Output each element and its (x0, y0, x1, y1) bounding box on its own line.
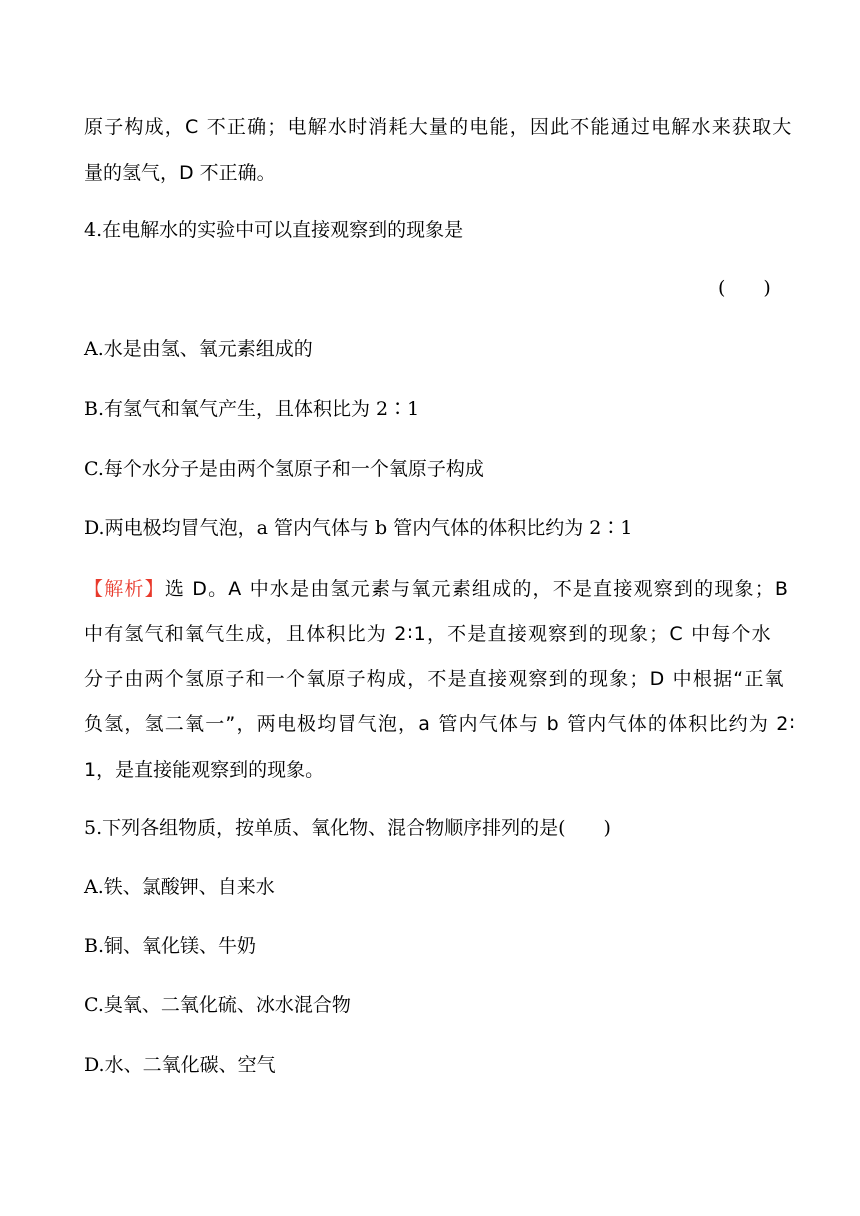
question-4-option-d: D.两电极均冒气泡，a 管内气体与 b 管内气体的体积比约为 2∶1 (84, 517, 633, 539)
question-4-option-a: A.水是由氢、氧元素组成的 (84, 338, 313, 360)
analysis-line-1-text: 选 D。A 中水是由氢元素与氧元素组成的，不是直接观察到的现象；B (164, 578, 790, 600)
analysis-line-3: 分子由两个氢原子和一个氧原子构成，不是直接观察到的现象；D 中根据“正氧 (84, 668, 785, 690)
question-5-stem: 5.下列各组物质，按单质、氧化物、混合物顺序排列的是( ) (84, 817, 611, 839)
question-4-option-c: C.每个水分子是由两个氢原子和一个氧原子构成 (84, 458, 484, 480)
analysis-line-5: 1，是直接能观察到的现象。 (84, 759, 325, 781)
question-5-option-a: A.铁、氯酸钾、自来水 (84, 876, 275, 898)
analysis-tag: 【解析】 (84, 578, 165, 600)
question-5-option-c: C.臭氧、二氧化硫、冰水混合物 (84, 994, 351, 1016)
question-5-option-b: B.铜、氧化镁、牛奶 (84, 935, 257, 957)
analysis-line-4: 负氢，氢二氧一”，两电极均冒气泡，a 管内气体与 b 管内气体的体积比约为 2∶ (84, 713, 796, 735)
analysis-line-2: 中有氢气和氧气生成，且体积比为 2∶1，不是直接观察到的现象；C 中每个水 (84, 623, 772, 645)
previous-answer-line-2: 量的氢气，D 不正确。 (84, 162, 276, 184)
question-4-answer-blank: ( ) (718, 277, 771, 299)
question-4-stem: 4.在电解水的实验中可以直接观察到的现象是 (84, 219, 464, 241)
question-4-option-b: B.有氢气和氧气产生，且体积比为 2∶1 (84, 398, 420, 420)
previous-answer-line-1: 原子构成，C 不正确；电解水时消耗大量的电能，因此不能通过电解水来获取大 (84, 116, 793, 138)
analysis-line-1 (84, 576, 789, 602)
question-5-option-d: D.水、二氧化碳、空气 (84, 1054, 276, 1076)
